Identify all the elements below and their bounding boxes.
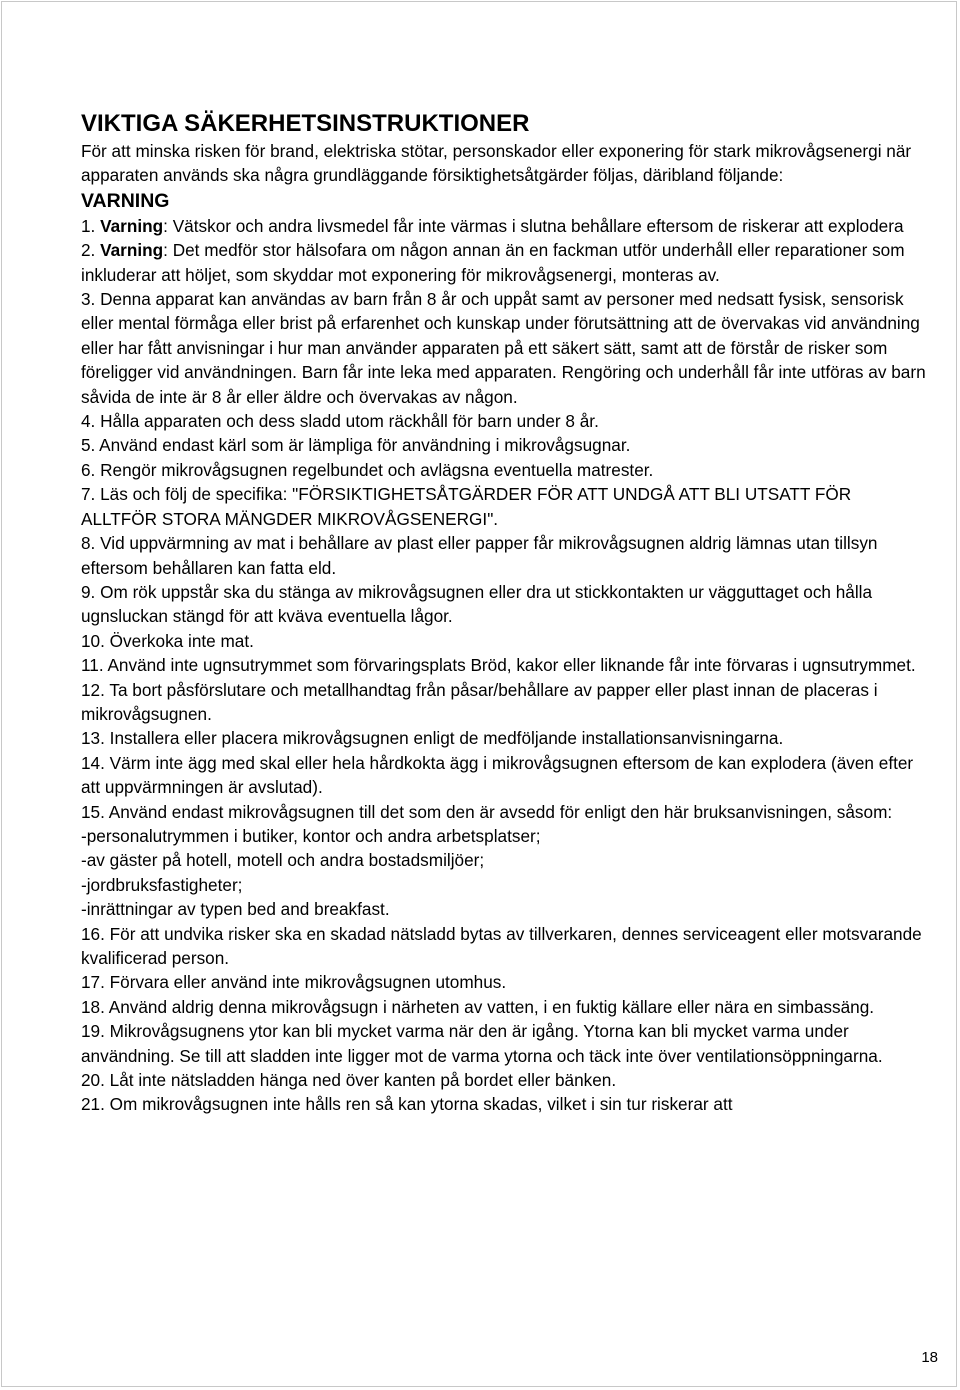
instruction-item [81,1068,931,1092]
item-text: Läs och följ de specifika: "FÖRSIKTIGHETSÅTGÄRDER FÖR ATT UNDGÅ ATT BLI UTSATT FÖR ALLTFÖR STORA MÄNGDER MIKROVÅGSENERGI". [81,484,852,529]
item-text: Använd inte ugnsutrymmet som förvaringsplats Bröd, kakor eller liknande får inte förvaras i ugnsutrymmet. [107,655,916,676]
item-number: 7. [81,484,101,505]
item-text: Denna apparat kan användas av barn från 8 år och uppåt samt av personer med nedsatt fysisk, sensorisk eller mental förmåga eller brist på erfarenhet och kunskap under förutsättning att de övervakas vid användning eller har fått anvisningar i hur man använder apparaten på ett säkert sätt, samt att de förstår de risker som föreligger vid användningen. Barn får inte leka med apparaten. Rengöring och underhåll får inte utföras av barn såvida de inte är 8 år eller äldre och övervakas av någon. [81,289,926,407]
item-number: 6. [81,459,101,480]
item-number: 10. [81,630,110,651]
instruction-item [81,873,931,897]
warning-heading: VARNING [81,189,170,212]
item-text: Värm inte ägg med skal eller hela hårdkokta ägg i mikrovågsugnen eftersom de kan explodera (även efter att uppvärmningen är avslutad). [81,752,914,798]
item-number: 17. [81,972,110,993]
instruction-item [81,653,931,677]
item-text: Förvara eller använd inte mikrovågsugnen utomhus. [109,972,507,993]
instruction-item [81,751,931,800]
item-text: Mikrovågsugnens ytor kan bli mycket varma när den är igång. Ytorna kan bli mycket varma under användning. Se till att sladden inte ligger mot de varma ytorna och täck inte över ventilationsöppningarna. [81,1021,883,1066]
item-number: 16. [81,923,110,944]
instruction-item [81,458,931,482]
instruction-item [81,897,931,921]
item-text: Använd endast mikrovågsugnen till det som den är avsedd för enligt den här bruksanvisningen, såsom: [108,801,893,822]
item-text: Använd aldrig denna mikrovågsugn i närheten av vatten, i en fuktig källare eller nära en simbassäng. [108,996,875,1017]
item-number: 5. [81,435,100,456]
item-number: 8. [81,533,101,554]
instruction-item [81,1019,931,1068]
instruction-item [81,214,931,238]
item-number: 4. [81,411,101,432]
instruction-item [81,726,931,750]
item-text: -jordbruksfastigheter; [81,874,243,895]
item-text: Låt inte nätsladden hänga ned över kanten på bordet eller bänken. [109,1070,617,1091]
item-text: Hålla apparaten och dess sladd utom räckhåll för barn under 8 år. [100,411,599,432]
item-text: -av gäster på hotell, motell och andra bostadsmiljöer; [81,850,485,871]
instruction-item [81,409,931,433]
item-number: 13. [81,728,110,749]
instruction-item [81,970,931,994]
item-number: 18. [81,996,109,1017]
page-number: 18 [921,1349,938,1366]
instruction-item [81,1092,931,1116]
item-number: 19. [81,1021,110,1042]
item-number: 9. [81,581,101,602]
instruction-item [81,531,931,580]
item-number: 12. [81,679,110,700]
item-text: Vid uppvärmning av mat i behållare av plast eller papper får mikrovågsugnen aldrig lämnas utan tillsyn eftersom behållaren kan fatta eld. [81,533,878,578]
item-number: 1. [81,215,101,236]
instruction-item [81,238,931,287]
item-number: 3. [81,289,101,310]
item-text: För att undvika risker ska en skadad nätsladd bytas av tillverkaren, dennes serviceagent eller motsvarande kvalificerad person. [81,923,922,968]
item-number: 2. [81,240,101,261]
instruction-item [81,922,931,971]
item-text: Installera eller placera mikrovågsugnen enligt de medföljande installationsanvisningarna. [109,728,784,749]
item-number: 14. [81,752,110,773]
item-text: -personalutrymmen i butiker, kontor och andra arbetsplatser; [81,825,541,846]
item-number: 15. [81,801,109,822]
instruction-item [81,580,931,629]
item-text: Rengör mikrovågsugnen regelbundet och avlägsna eventuella matrester. [100,459,654,480]
instruction-item [81,629,931,653]
document-body [81,109,931,1117]
instruction-list [81,214,931,1117]
item-warning-label: Varning [100,215,164,236]
instruction-item [81,678,931,727]
item-number: 20. [81,1070,110,1091]
item-text: : Vätskor och andra livsmedel får inte värmas i slutna behållare eftersom de riskerar att explodera [163,215,904,236]
instruction-item [81,848,931,872]
item-text: Använd endast kärl som är lämpliga för användning i mikrovågsugnar. [99,435,631,456]
instruction-item [81,995,931,1019]
item-number: 21. [81,1094,110,1115]
document-title: VIKTIGA SÄKERHETSINSTRUKTIONER [81,110,530,137]
item-text: Om mikrovågsugnen inte hålls ren så kan ytorna skadas, vilket i sin tur riskerar att [109,1094,733,1115]
item-text: Om rök uppstår ska du stänga av mikrovågsugnen eller dra ut stickkontakten ur vägguttaget och hålla ugnsluckan stängd för att kväva eventuella lågor. [81,581,873,627]
instruction-item [81,433,931,457]
instruction-item [81,824,931,848]
intro-paragraph: För att minska risken för brand, elektriska stötar, personskador eller exponering för stark mikrovågsenergi när apparaten används ska några grundläggande försiktighetsåtgärder följas, däribland följande: [81,141,912,186]
instruction-item [81,482,931,531]
item-text: -inrättningar av typen bed and breakfast. [81,899,390,920]
item-text: Överkoka inte mat. [109,630,254,651]
item-warning-label: Varning [100,240,164,261]
item-text: : Det medför stor hälsofara om någon annan än en fackman utför underhåll eller reparationer som inkluderar att höljet, som skyddar mot exponering för mikrovågsenergi, monteras av. [81,240,905,285]
item-text: Ta bort påsförslutare och metallhandtag från påsar/behållare av papper eller plast innan de placeras i mikrovågsugnen. [81,679,878,724]
instruction-item [81,800,931,824]
instruction-item [81,287,931,409]
item-number: 11. [81,655,108,676]
